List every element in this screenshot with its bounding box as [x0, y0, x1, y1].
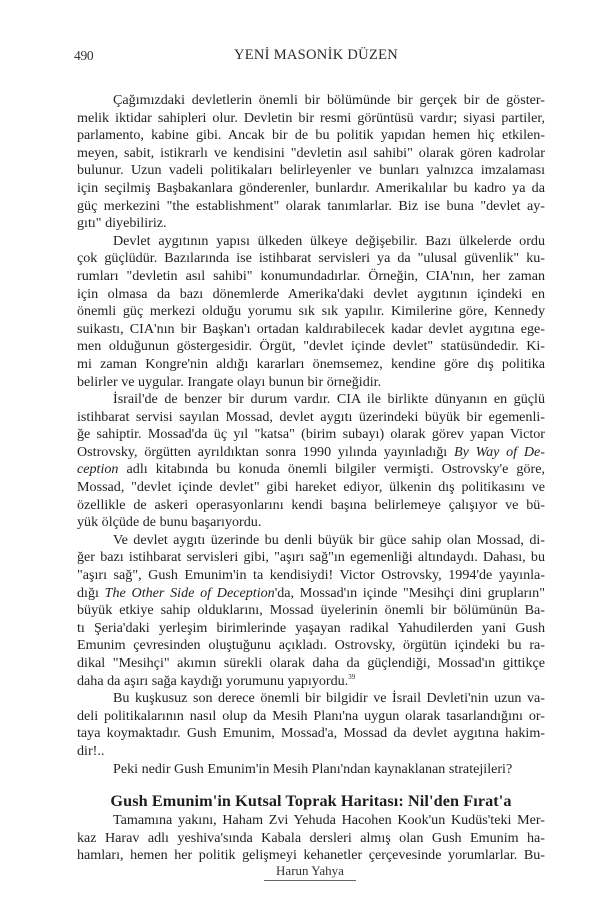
section-body-text — [77, 812, 545, 865]
book-title-italic: ception — [77, 461, 119, 478]
text-line: deli politikalarının nasıl olup da Mesih Planı'na uygun olarak tasarlandığını or- — [77, 707, 545, 724]
text-line: güç merkezini "the establishment" olarak tanımlarlar. Biz ise buna "devlet ay- — [77, 197, 545, 214]
text-line: dir!.. — [77, 742, 105, 759]
text-line: İsrail'de de benzer bir durum vardır. CIA ile birlikte dünyanın en güçlü — [113, 391, 545, 408]
text-span: 'da, Mossad'ın içinde "Mesihçi dini grupların" — [274, 584, 545, 601]
text-line: Mossad, "devlet içinde devlet" gibi hareket ediyor, ülkenin dış politikasını ve — [77, 479, 545, 496]
text-line — [77, 673, 545, 691]
text-line: mi zaman Kongre'nin aldığı kararları önemsemez, kendine göre dış politika — [77, 355, 545, 372]
text-line: çok güçlüdür. Bazılarında ise istihbarat servisleri ya da "ulusal güvenlik" ku- — [77, 250, 545, 267]
text-line: ğer bazı istihbarat servisleri gibi, "aşırı sağ"ın egemenliği altındaydı. Dahası, bu — [77, 549, 545, 566]
text-line: belirler ve uygular. Irangate olayı bunun bir örneğidir. — [77, 373, 382, 390]
text-line: Çağımızdaki devletlerin önemli bir bölümünde bir gerçek bir de göster- — [113, 92, 545, 108]
text-line: yük ölçüde de bunu başarıyordu. — [77, 514, 262, 531]
text-line: Peki nedir Gush Emunim'in Mesih Planı'ndan kaynaklanan stratejileri? — [113, 760, 513, 777]
text-span: daha da aşırı sağa kaydığı yorumunu yapıyordu. — [77, 672, 349, 689]
text-span: dığı — [77, 584, 105, 601]
text-line: ğe sahiptir. Mossad'da üç yıl "katsa" (birim subayı) olarak görev yapan Victor — [77, 426, 545, 443]
text-line: istihbarat servisi sayılan Mossad, devlet aygıtı üzerindeki büyük bir egemenli- — [77, 408, 545, 425]
text-line: dikal "Mesihçi" akımın sürekli olarak daha da güçlendiği, Mossad'ın gittikçe — [77, 655, 545, 671]
text-line — [77, 444, 545, 462]
text-line: suikastı, CIA'nın bir Başkan'ı ortadan kaldırabilecek kadar devlet aygıtına ege- — [77, 320, 545, 337]
running-title: YENİ MASONİK DÜZEN — [233, 47, 399, 63]
text-line: büyük etkiye sahip olduklarını, Mossad üyelerinin önemli bir bölümünün Ba- — [77, 602, 545, 619]
text-span: adlı kitabında bu konuda önemli bilgiler vermişti. Ostrovsky'e göre, — [126, 461, 545, 478]
text-line: Bu kuşkusuz son derece önemli bir bilgidir ve İsrail Devleti'nin uzun va- — [113, 690, 545, 707]
footer-author: Harun Yahya — [264, 863, 356, 881]
text-line: "aşırı sağ", Gush Emunim'in ta kendisiydi! Victor Ostrovsky, 1994'de yayınla- — [77, 567, 545, 584]
text-line: hamları, hemen her politik gelişmeyi kehanetler çerçevesinde yorumlarlar. Bu- — [77, 847, 545, 864]
book-title-italic: By Way of De- — [453, 443, 545, 460]
text-line: gıtı" diyebiliriz. — [77, 215, 167, 232]
text-line — [77, 461, 545, 479]
body-text — [77, 92, 545, 778]
section-heading: Gush Emunim'in Kutsal Toprak Haritası: Nil'den Fırat'a — [110, 792, 512, 811]
text-line: için olmasa da bazı dönemlerde Amerika'daki devlet aygıtının içindeki en — [77, 285, 545, 302]
text-column — [77, 92, 545, 865]
text-line: özellikle de askeri operasyonlarını kendi başına belirlemeye çalışıyor ve bü- — [77, 496, 545, 513]
text-line: melik iktidar sahipleri olur. Devletin bir resmi görüntüsü vardır; siyasi partiler, — [77, 109, 545, 126]
text-line: kaz Harav adlı yeshiva'sında Kabala dersleri almış olan Gush Emunim ha- — [77, 829, 545, 846]
text-line: Tamamına yakını, Haham Zvi Yehuda Hacohen Kook'un Kudüs'teki Mer- — [113, 812, 545, 829]
text-line: Emunim çevresinden oluştuğunu açıkladı. Ostrovsky, örgütün içindeki bu ra- — [77, 637, 545, 654]
text-line: parlamento, kabine gibi. Ancak bir de bu politik yapıdan hemen hiç etkilen- — [77, 127, 545, 144]
page-header — [74, 46, 546, 66]
text-line: meyen, sabit, istikrarlı ve kendisini "devletin asıl sahibi" olarak gören kadrolar — [77, 144, 545, 161]
page-footer — [0, 862, 616, 881]
text-line: Ve devlet aygıtı üzerinde bu denli büyük bir güce sahip olan Mossad, di- — [113, 531, 545, 548]
text-line: için seçilmiş Başbakanlara gönderenler, bunlardır. Amerikalılar bu kadro ya da — [77, 179, 545, 196]
text-line: men olduğunun göstergesidir. Örgüt, "devlet içinde devlet" statüsündedir. Ki- — [77, 338, 545, 355]
text-line: Devlet aygıtının yapısı ülkeden ülkeye değişebilir. Bazı ülkelerde ordu — [113, 232, 545, 249]
text-line: taya koymaktadır. Gush Emunim, Mossad'a, Mossad da devlet aygıtına hakim- — [77, 725, 545, 742]
text-line: bulunur. Uzun vadeli politikaları belirleyenler ve bunları yalnızca imzalaması — [77, 162, 545, 179]
book-title-italic: The Other Side of Deception — [104, 584, 275, 601]
page-number: 490 — [74, 48, 94, 63]
text-line: önemli güç merkezi olduğu yorumu sık sık yapılır. Kimilerine göre, Kennedy — [77, 303, 545, 320]
footnote-reference[interactable]: 39 — [348, 672, 356, 681]
text-line — [77, 585, 545, 603]
text-line: tı Şeria'daki yerleşim birimlerinde yaşayan radikal Yahudilerden yani Gush — [77, 619, 545, 636]
text-line: rumları "devletin asıl sahibi" konumundadırlar. Örneğin, CIA'nın, her zaman — [77, 267, 545, 284]
text-span: Ostrovsky, örgütten ayrıldıktan sonra 1990 yılında yayınladığı — [77, 443, 454, 460]
